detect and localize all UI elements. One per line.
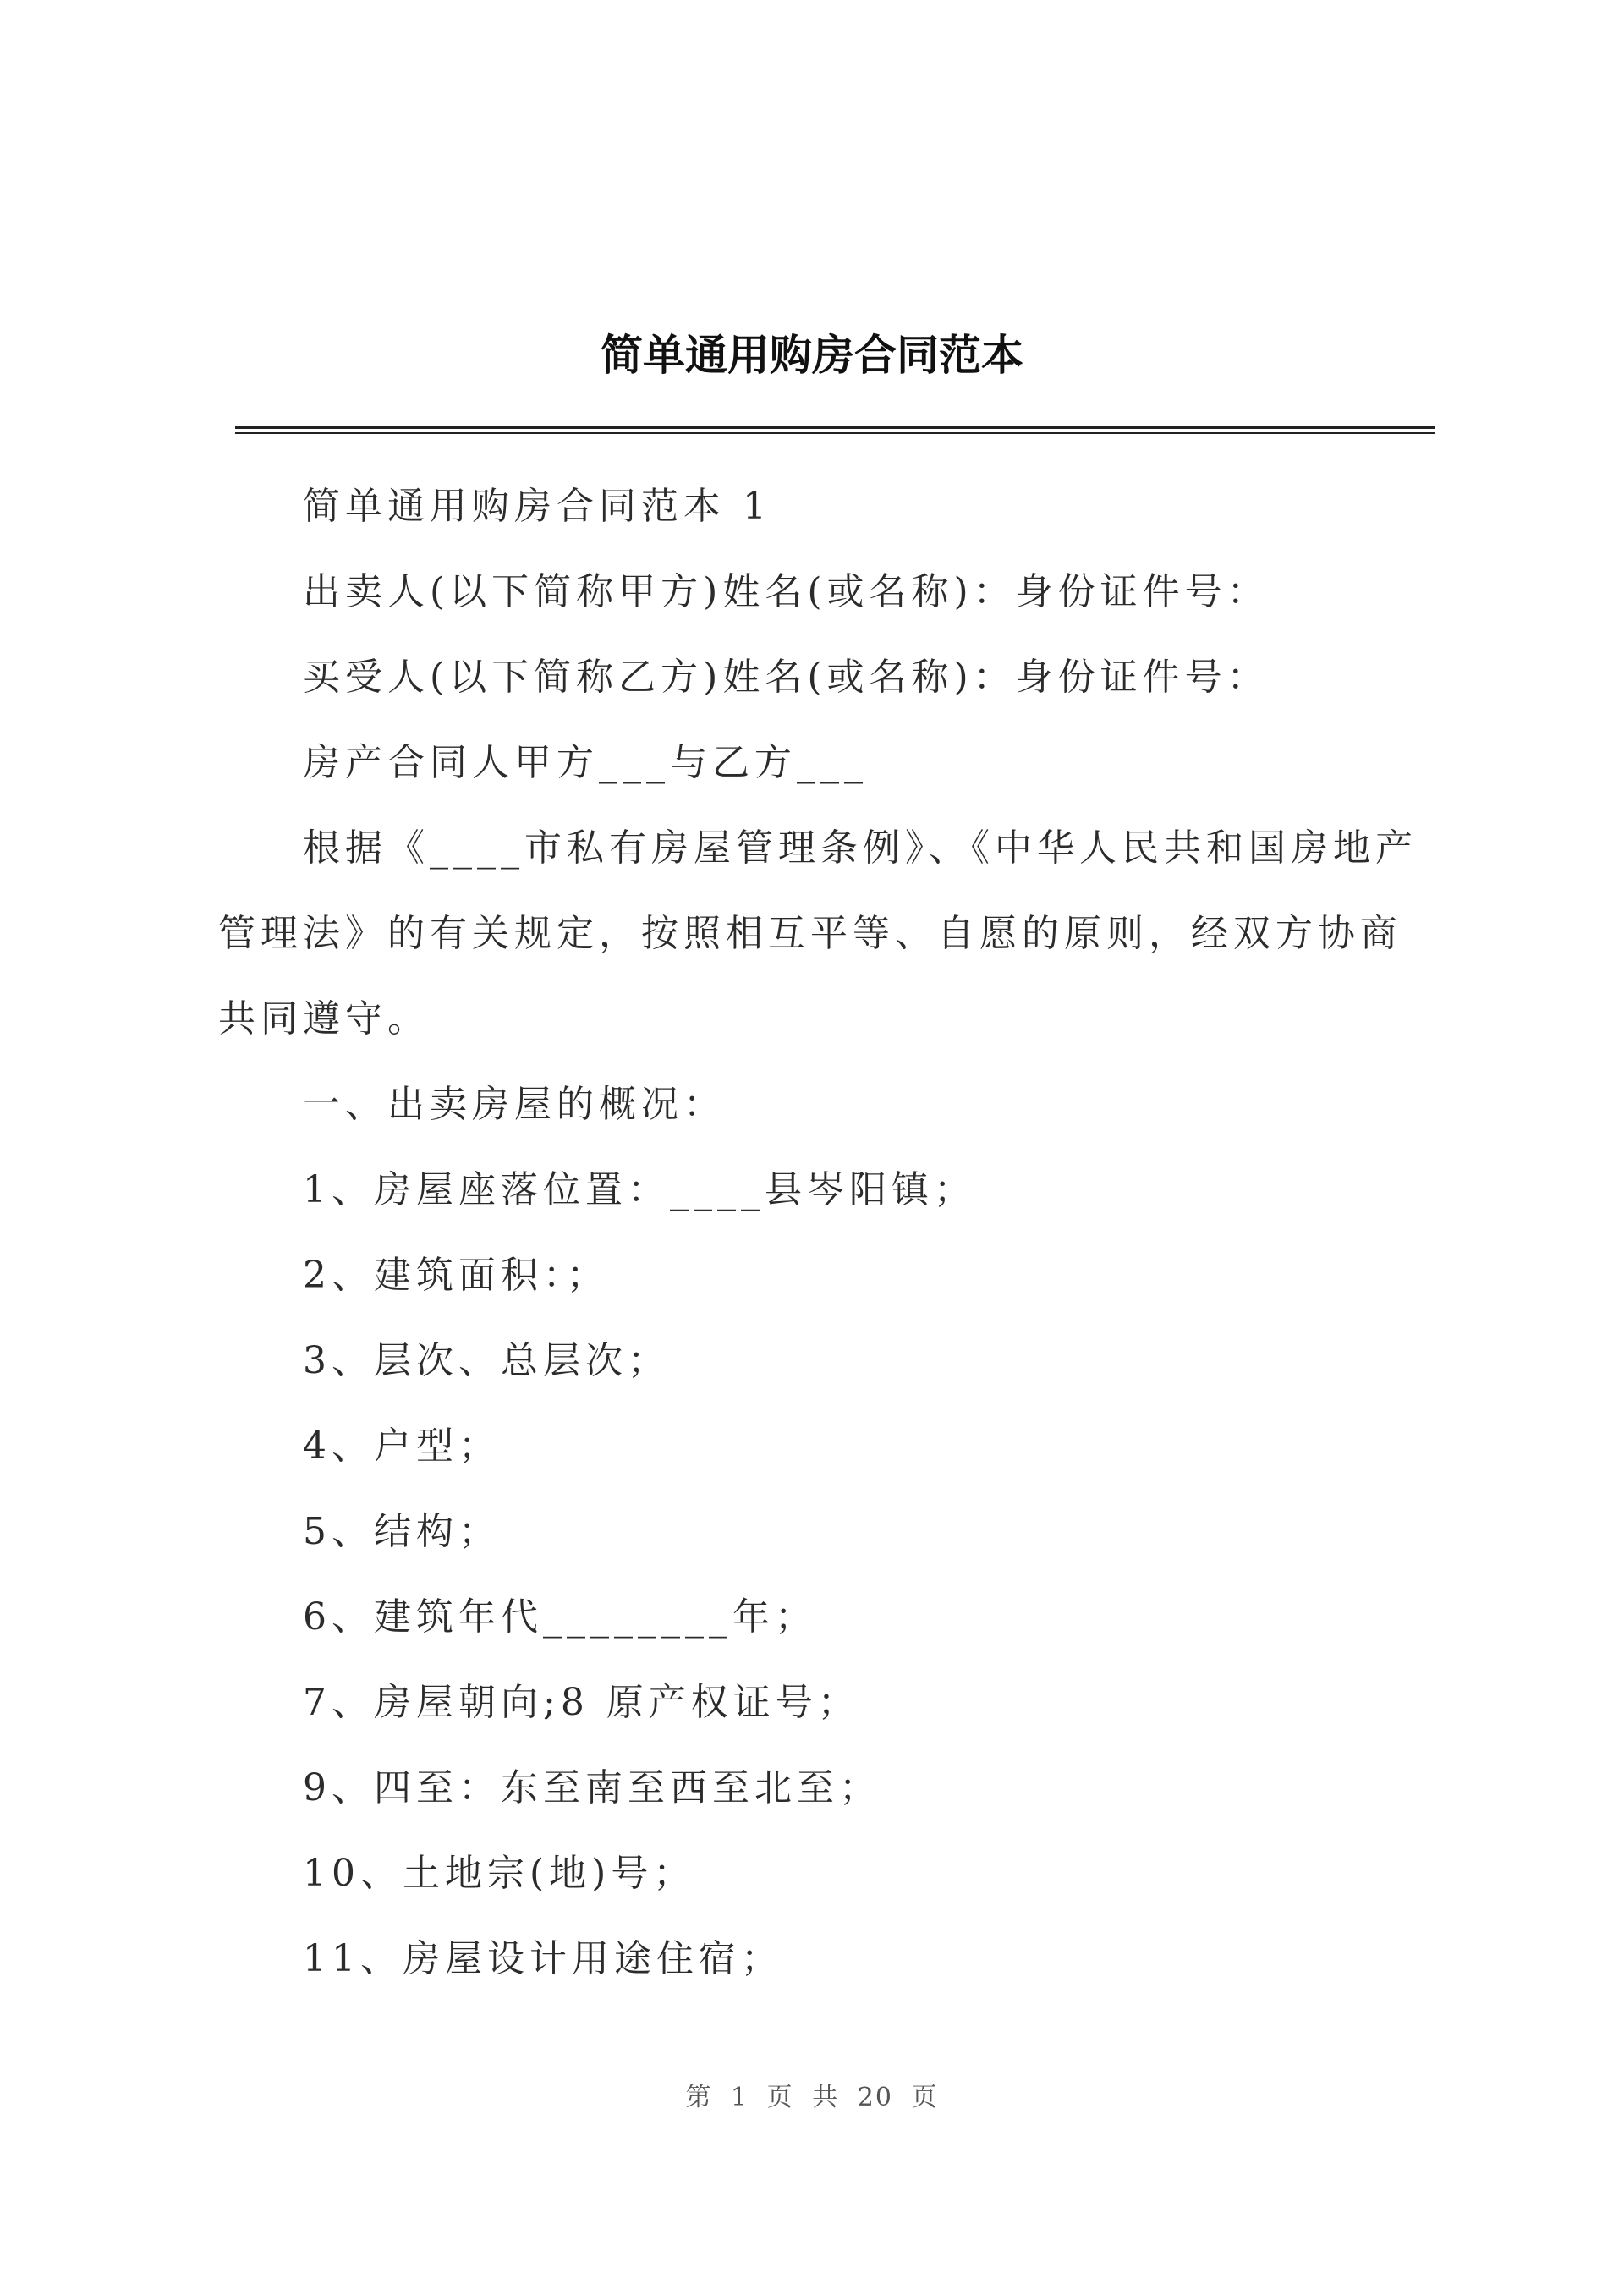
paragraph-buyer: 买受人(以下简称乙方)姓名(或名称)：身份证件号：	[303, 656, 1270, 699]
title-divider-thin	[235, 432, 1435, 434]
paragraph-basis: 根据《____市私有房屋管理条例》、《中华人民共和国房地产管理法》的有关规定，按照相互平等、自愿的原则，经双方协商共同遵守。	[218, 826, 1418, 1040]
paragraph-subtitle: 简单通用购房合同范本 1	[303, 485, 771, 528]
list-item: 10、土地宗(地)号；	[303, 1852, 696, 1895]
list-item: 7、房屋朝向;8 原产权证号；	[303, 1681, 860, 1724]
paragraph-seller: 出卖人(以下简称甲方)姓名(或名称)：身份证件号：	[303, 570, 1270, 613]
list-item: 11、房屋设计用途住宿；	[303, 1937, 783, 1980]
document-title: 简单通用购房合同范本	[601, 331, 1023, 380]
list-item: 1、房屋座落位置：____县岑阳镇；	[303, 1168, 976, 1211]
list-item: 5、结构；	[303, 1510, 501, 1553]
paragraph-parties: 房产合同人甲方___与乙方___	[303, 741, 868, 784]
page-number-footer: 第 1 页 共 20 页	[685, 2083, 939, 2112]
section-heading-1: 一、出卖房屋的概况：	[303, 1083, 726, 1126]
title-divider-thick	[235, 426, 1435, 429]
list-item: 9、四至：东至南至西至北至；	[303, 1766, 881, 1809]
document-body	[218, 464, 1436, 2001]
list-item: 3、层次、总层次；	[303, 1339, 670, 1382]
list-item: 6、建筑年代________年；	[303, 1595, 817, 1639]
list-item: 2、建筑面积：；	[303, 1254, 609, 1297]
list-item: 4、户型；	[303, 1425, 501, 1468]
